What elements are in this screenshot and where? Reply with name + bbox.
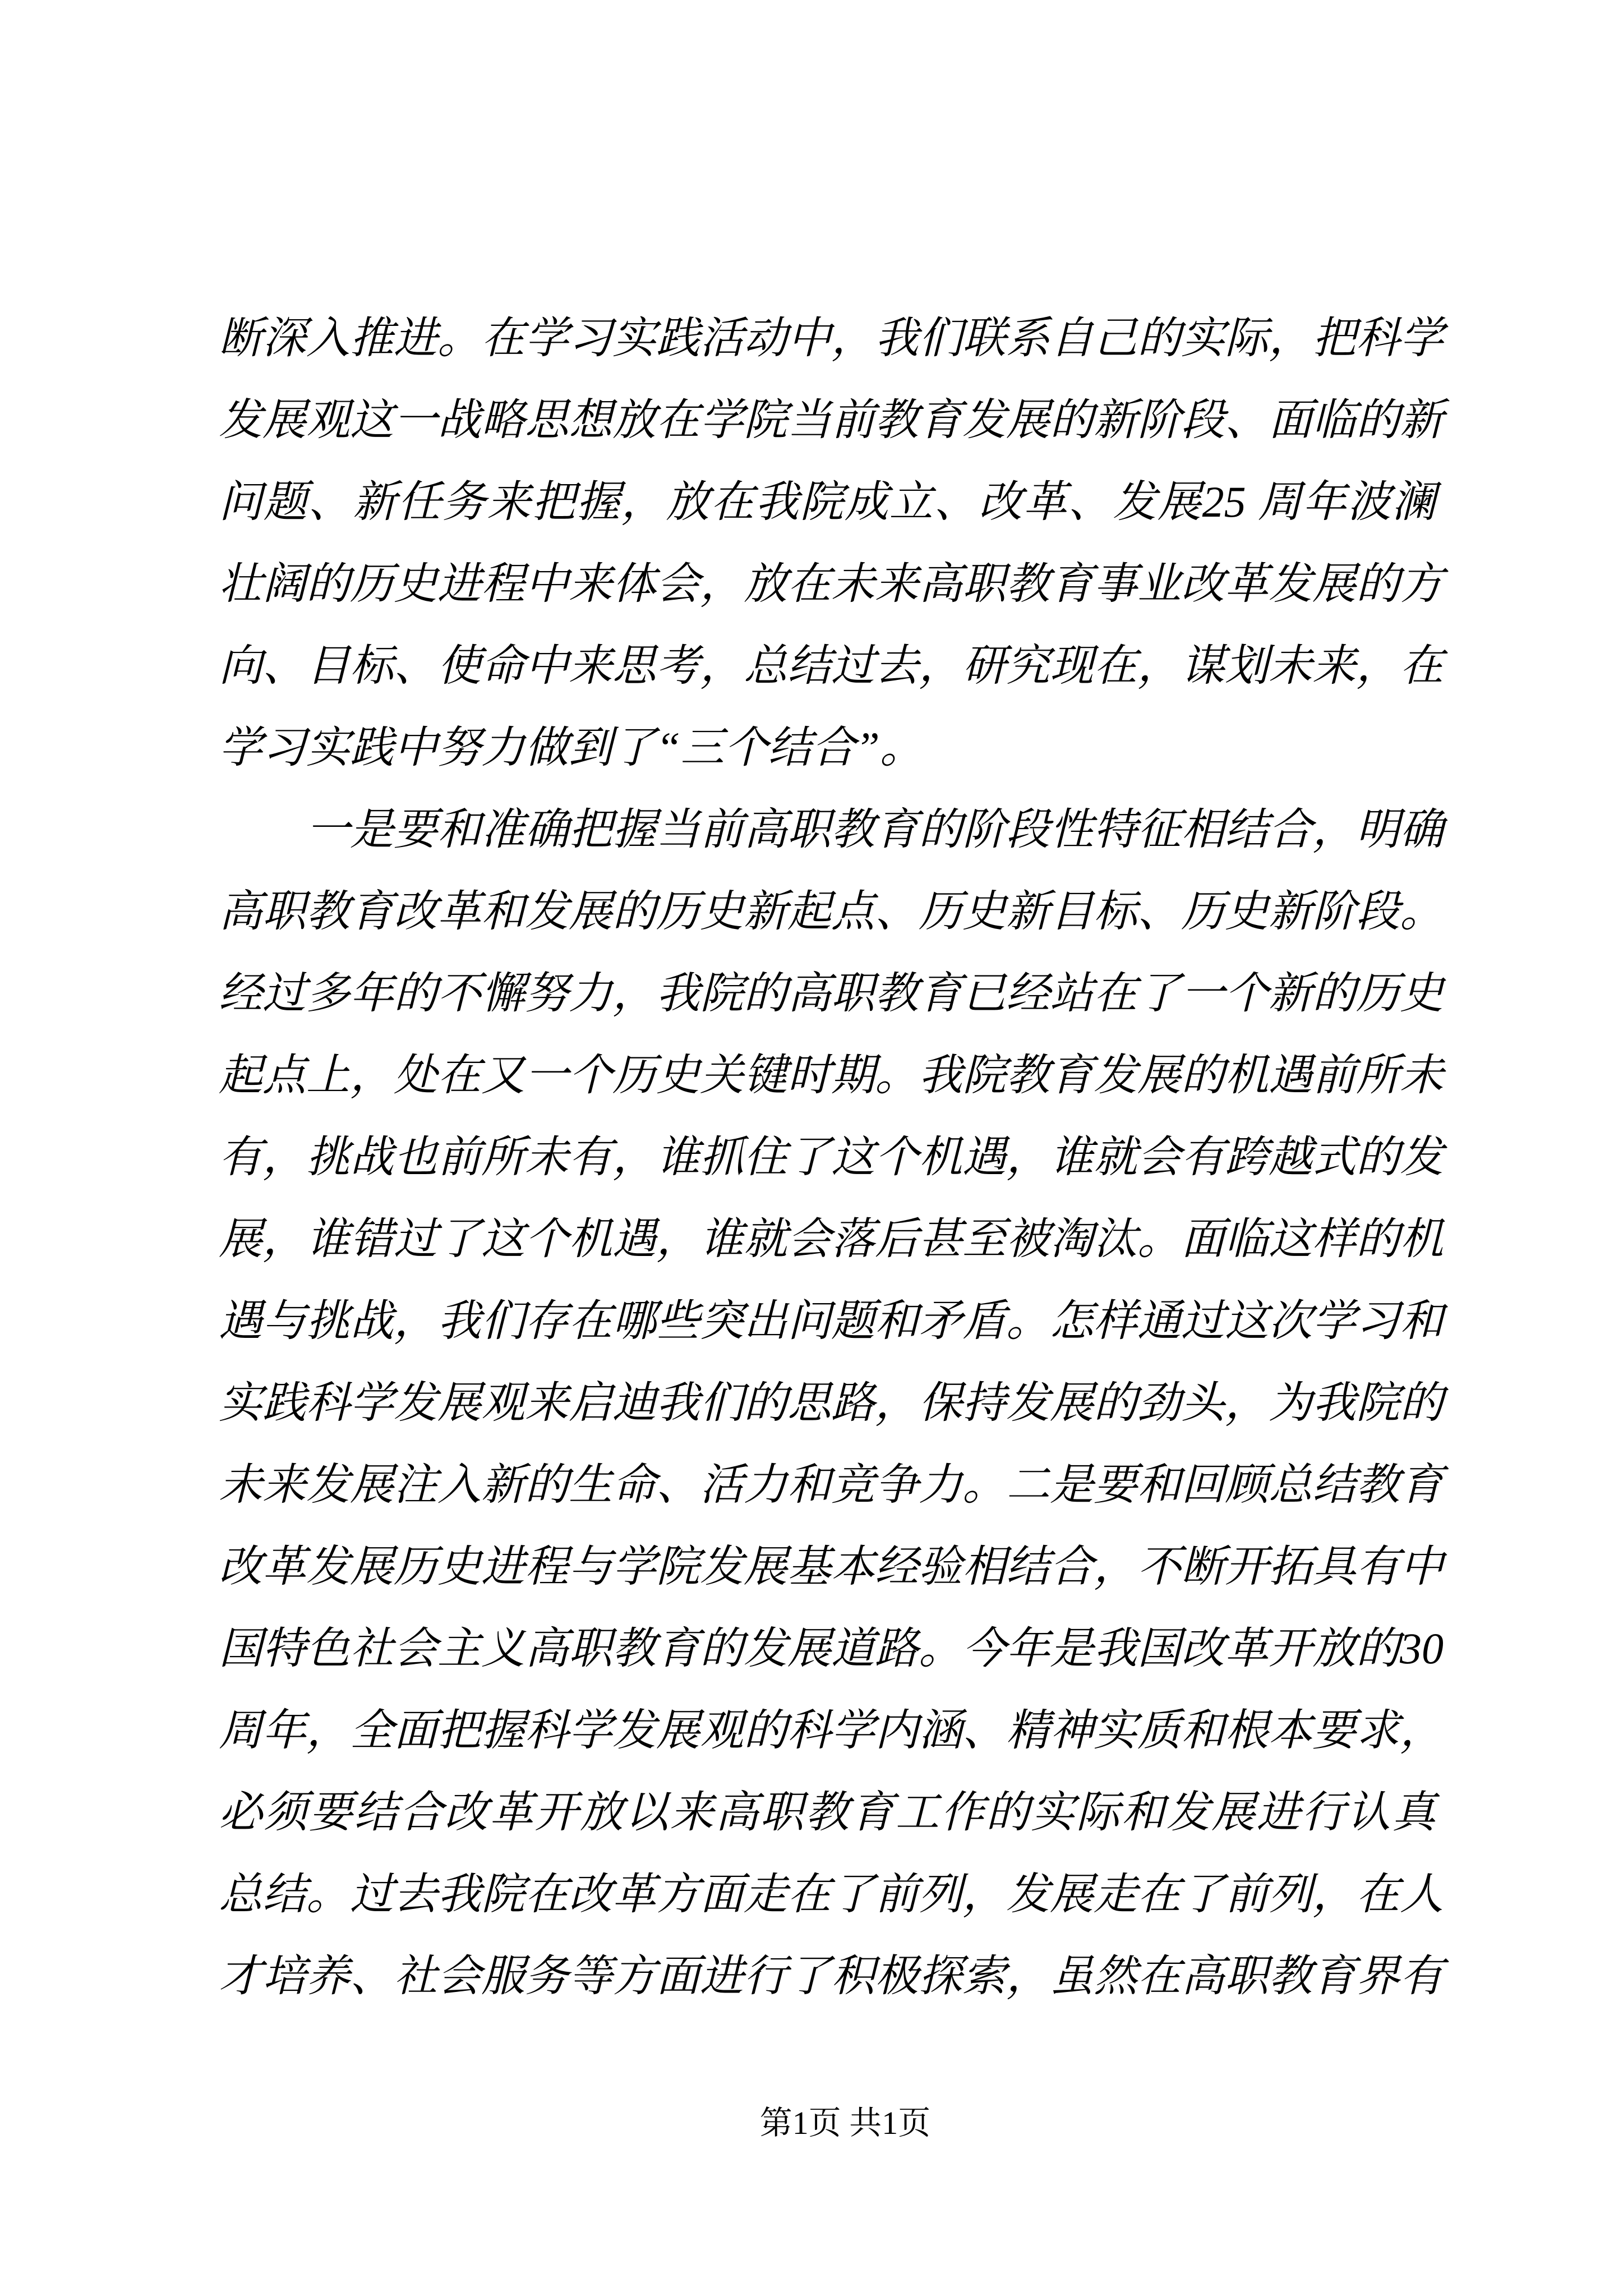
text-line: 必须要结合改革开放以来高职教育工作的实际和发展进行认真 — [219, 1788, 1436, 1837]
text-line: 未来发展注入新的生命、活力和竞争力。二是要和回顾总结教育 — [219, 1460, 1444, 1509]
text-line: 展，谁错过了这个机遇，谁就会落后甚至被淘汰。面临这样的机 — [219, 1214, 1444, 1263]
text-line: 断深入推进。在学习实践活动中，我们联系自己的实际，把科学 — [219, 314, 1444, 362]
text-line: 发展观这一战略思想放在学院当前教育发展的新阶段、面临的新 — [219, 395, 1444, 444]
text-line: 高职教育改革和发展的历史新起点、历史新目标、历史新阶段。 — [219, 887, 1444, 936]
text-line: 周年，全面把握科学发展观的科学内涵、精神实质和根本要求， — [219, 1706, 1444, 1755]
page-number-label: 第1页 共1页 — [759, 2105, 931, 2141]
text-line: 经过多年的不懈努力，我院的高职教育已经站在了一个新的历史 — [219, 969, 1444, 1018]
text-line: 学习实践中努力做到了“三个结合”。 — [219, 723, 924, 772]
text-line: 有，挑战也前所未有，谁抓住了这个机遇，谁就会有跨越式的发 — [219, 1133, 1444, 1181]
text-line: 一是要和准确把握当前高职教育的阶段性特征相结合，明确 — [306, 805, 1444, 854]
text-line: 实践科学发展观来启迪我们的思路，保持发展的劲头，为我院的 — [219, 1378, 1444, 1427]
text-line: 国特色社会主义高职教育的发展道路。今年是我国改革开放的30 — [219, 1624, 1444, 1673]
text-line: 总结。过去我院在改革方面走在了前列，发展走在了前列，在人 — [219, 1870, 1444, 1918]
text-line: 改革发展历史进程与学院发展基本经验相结合，不断开拓具有中 — [219, 1542, 1444, 1591]
page-footer — [0, 2101, 1623, 2146]
text-line: 问题、新任务来把握，放在我院成立、改革、发展25 周年波澜 — [219, 477, 1436, 526]
document-body — [219, 297, 1444, 2017]
text-line: 向、目标、使命中来思考，总结过去，研究现在，谋划未来，在 — [219, 641, 1444, 690]
text-line: 壮阔的历史进程中来体会，放在未来高职教育事业改革发展的方 — [219, 559, 1444, 608]
text-line: 才培养、社会服务等方面进行了积极探索，虽然在高职教育界有 — [219, 1952, 1444, 2000]
text-line: 起点上，处在又一个历史关键时期。我院教育发展的机遇前所未 — [219, 1051, 1444, 1099]
text-line: 遇与挑战，我们存在哪些突出问题和矛盾。怎样通过这次学习和 — [219, 1296, 1444, 1345]
